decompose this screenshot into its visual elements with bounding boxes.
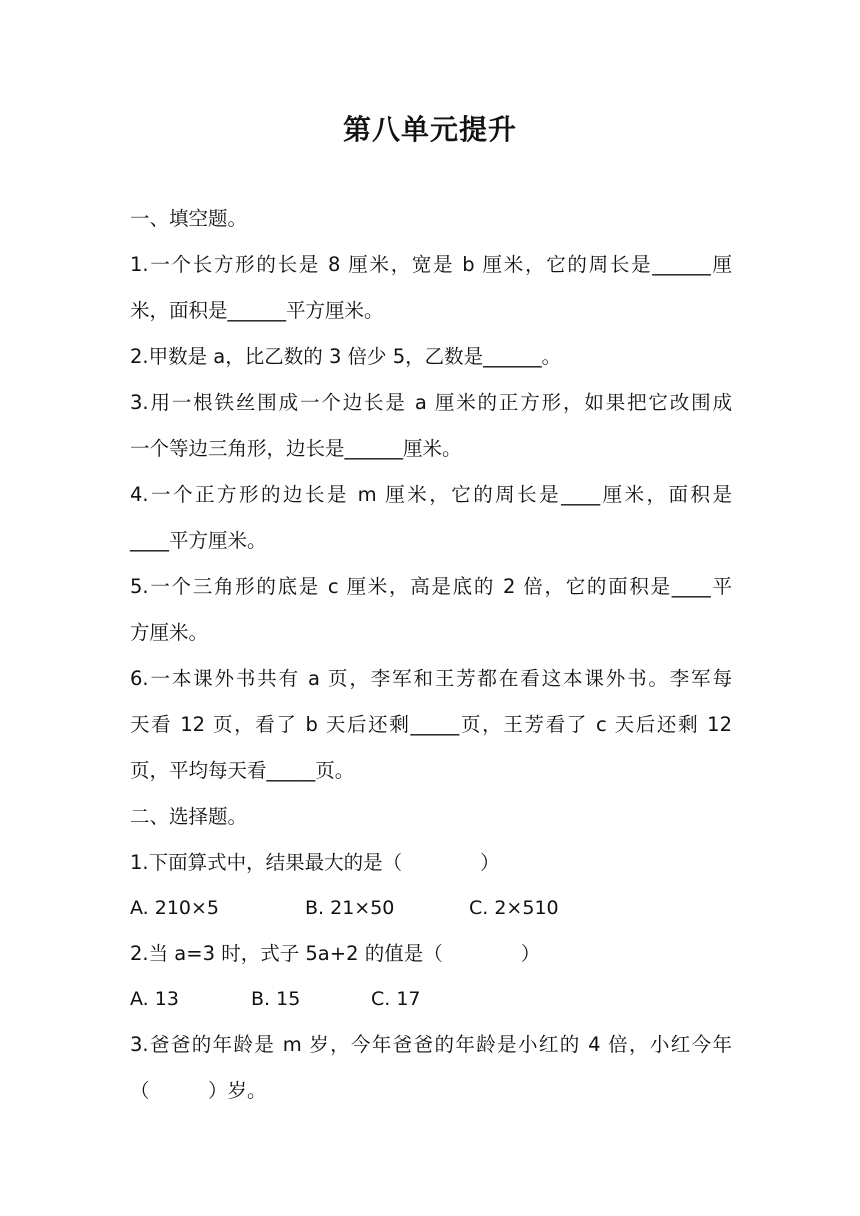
question-line: 页，平均每天看_____页。: [130, 759, 355, 782]
question-line: 1.一个长方形的长是 8 厘米，宽是 b 厘米，它的周长是______厘: [130, 253, 732, 276]
question-line: 米，面积是______平方厘米。: [130, 299, 384, 322]
page-title: 第八单元提升: [342, 113, 517, 146]
question-line: 2.甲数是 a，比乙数的 3 倍少 5，乙数是______。: [130, 345, 562, 368]
option-c: C. 2×510: [469, 897, 559, 919]
choice-options-1: [130, 886, 732, 931]
section-heading-multiple-choice: 二、选择题。: [130, 805, 248, 828]
choice-question-1: 1.下面算式中，结果最大的是（ ）: [130, 851, 500, 874]
option-b: B. 21×50: [305, 897, 395, 919]
question-line: 4.一个正方形的边长是 m 厘米，它的周长是____厘米，面积是: [130, 483, 732, 506]
question-line: 天看 12 页，看了 b 天后还剩_____页，王芳看了 c 天后还剩 12: [130, 713, 732, 736]
option-a: A. 13: [130, 988, 179, 1010]
question-line: 方厘米。: [130, 621, 209, 644]
question-line: ____平方厘米。: [130, 529, 267, 552]
worksheet-content: [130, 196, 732, 1114]
choice-question-3: 3.爸爸的年龄是 m 岁，今年爸爸的年龄是小红的 4 倍，小红今年: [130, 1033, 732, 1056]
option-b: B. 15: [251, 988, 301, 1010]
question-line: 6.一本课外书共有 a 页，李军和王芳都在看这本课外书。李军每: [130, 667, 732, 690]
question-line: 一个等边三角形，边长是______厘米。: [130, 437, 462, 460]
option-a: A. 210×5: [130, 897, 220, 919]
option-c: C. 17: [371, 988, 421, 1010]
section-heading-fill-in: 一、填空题。: [130, 207, 248, 230]
choice-question-3-continued: （ ）岁。: [130, 1079, 267, 1102]
question-line: 5.一个三角形的底是 c 厘米，高是底的 2 倍，它的面积是____平: [130, 575, 732, 598]
choice-options-2: [130, 977, 732, 1022]
question-line: 3.用一根铁丝围成一个边长是 a 厘米的正方形，如果把它改围成: [130, 391, 732, 414]
choice-question-2: 2.当 a=3 时，式子 5a+2 的值是（ ）: [130, 942, 541, 965]
